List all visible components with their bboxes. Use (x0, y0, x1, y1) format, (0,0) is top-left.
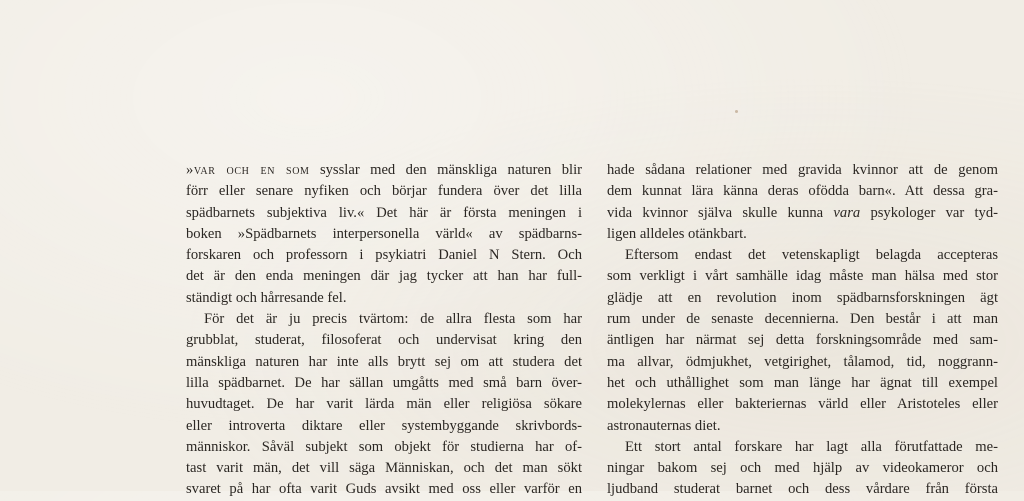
text-line: eller introverta diktare eller systembyggande skrivbords- (186, 417, 582, 434)
paragraph-2-end (607, 416, 998, 437)
text-line: äntligen har närmat sej detta forskningsområde med sam- (607, 332, 998, 349)
text-line: glädje att en revolution inom spädbarnsforskningen ägt (607, 289, 998, 306)
text-line: För det är ju precis tvärtom: de allra flesta som har (204, 311, 582, 328)
text-line: rum under de senaste decennierna. Den består i att man (607, 311, 998, 328)
text-line: svaret på har ofta varit Guds avsikt med oss eller varför en (186, 481, 582, 498)
text-line: det är den enda meningen där jag tycker att han har full- (186, 268, 582, 285)
text-line: förr eller senare nyfiken och börjar fundera över det lilla (186, 183, 582, 200)
left-text-column (186, 160, 582, 501)
paragraph-2 (186, 309, 582, 501)
paragraph-1-end (186, 288, 582, 309)
text-line: tast varit män, det vill säga Människan, och det man sökt (186, 460, 582, 477)
paragraph-3 (607, 437, 998, 501)
text-line: mänskliga naturen har inte alls brytt sej om att studera det (186, 353, 582, 370)
text-line: ma allvar, ödmjukhet, vetgirighet, tålamod, tid, noggrann- (607, 353, 998, 370)
text-line: vida kvinnor själva skulle kunna (607, 204, 824, 221)
paragraph-2 (607, 245, 998, 415)
paragraph-continued (607, 160, 998, 224)
text-line: Ett stort antal forskare har lagt alla förutfattade me- (625, 438, 998, 455)
opening-small-caps: »var och en som (186, 162, 310, 178)
text-line: Eftersom endast det vetenskapligt belagda accepteras (625, 247, 998, 264)
paragraph-1 (186, 160, 582, 288)
text-line: sysslar med den mänskliga naturen blir (319, 162, 583, 178)
text-line: psykologer var tyd- (870, 204, 998, 221)
text-line: boken »Spädbarnets interpersonella värld« av spädbarns- (186, 225, 582, 242)
text-line: huvudtaget. De har varit lärda män eller religiösa sökare (186, 396, 582, 413)
text-line: hade sådana relationer med gravida kvinnor att de genom (607, 162, 998, 178)
text-line: ningar bakom sej och med hjälp av videokameror och (607, 460, 998, 477)
text-line: människor. Såväl subjekt som objekt för studierna har of- (186, 438, 582, 455)
text-line: ständigt och hårresande fel. (186, 289, 347, 306)
text-line: ljudband studerat barnet och dess vårdare från första (607, 481, 998, 498)
text-line: dem kunnat lära känna deras ofödda barn«. Att dessa gra- (607, 183, 998, 200)
paper-speck (735, 110, 738, 113)
paragraph-continued-end (607, 224, 998, 245)
text-line: grubblat, studerat, filosoferat och undervisat kring den (186, 332, 582, 349)
right-text-column (607, 160, 998, 501)
text-line: lilla spädbarnet. De har sällan umgåtts med små barn över- (186, 374, 582, 391)
text-line: astronauternas diet. (607, 417, 721, 434)
text-line: forskaren och professorn i psykiatri Daniel N Stern. Och (186, 247, 582, 264)
emphasized-word: vara (833, 204, 861, 221)
text-line: som verkligt i vårt samhälle idag måste man hälsa med stor (607, 268, 998, 285)
text-line: ligen alldeles otänkbart. (607, 225, 747, 242)
text-line: spädbarnets subjektiva liv.« Det här är första meningen i (186, 204, 582, 221)
text-line: molekylernas eller bakteriernas värld eller Aristoteles eller (607, 396, 998, 413)
text-line: het och uthållighet som man länge har ägnat till exempel (607, 374, 998, 391)
